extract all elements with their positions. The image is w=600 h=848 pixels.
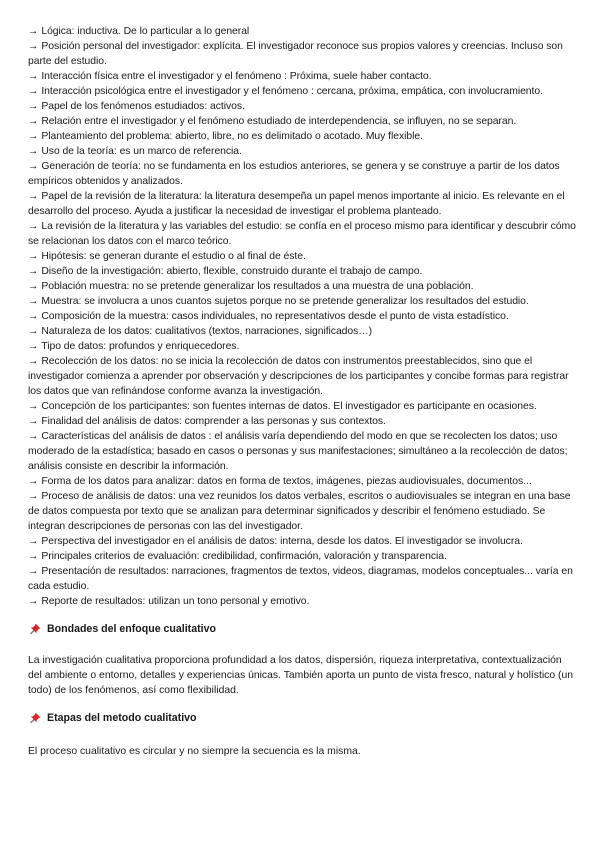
arrow-right-icon: → (28, 551, 39, 562)
list-item (28, 534, 576, 549)
list-item-text: Papel de la revisión de la literatura: la literatura desempeña un papel menos importante al inicio. Es relevante en el desarrollo del proceso. Ayuda a justificar la necesidad de investigar el problema planteado. (28, 191, 565, 217)
list-item (28, 549, 576, 564)
document-page (28, 24, 576, 759)
arrow-right-icon: → (28, 416, 39, 427)
arrow-right-icon: → (28, 341, 39, 352)
list-item-text: Proceso de análisis de datos: una vez reunidos los datos verbales, escritos o audiovisuales se integran en una base de datos compuesta por texto que se analizan para determinar significados y describir el fenómeno estudiado. Se integran descripciones de personas con las del investigador. (28, 491, 571, 532)
list-item (28, 489, 576, 534)
arrow-right-icon: → (28, 86, 39, 97)
list-item-text: Lógica: inductiva. De lo particular a lo general (41, 26, 250, 37)
pushpin-icon (28, 622, 42, 636)
list-item-text: La revisión de la literatura y las variables del estudio: se confía en el proceso mismo para identificar y descubrir cómo se relacionan los datos con el marco teórico. (28, 221, 576, 247)
list-item-text: Generación de teoría: no se fundamenta en los estudios anteriores, se genera y se construye a partir de los datos empíricos obtenidos y analizados. (28, 161, 560, 187)
arrow-right-icon: → (28, 296, 39, 307)
section-title: Bondades del enfoque cualitativo (47, 623, 216, 635)
list-item-text: Planteamiento del problema: abierto, libre, no es delimitado o acotado. Muy flexible. (41, 131, 423, 142)
arrow-right-icon: → (28, 401, 39, 412)
section-paragraph: La investigación cualitativa proporciona profundidad a los datos, dispersión, riqueza interpretativa, contextualización del ambiente o entorno, detalles y experiencias únicas. También aporta un punto de vista fresco, natural y holístico (un todo) de los fenómenos, así como flexibilidad. (28, 655, 574, 696)
list-item (28, 144, 576, 159)
list-item (28, 594, 576, 609)
list-item (28, 114, 576, 129)
list-item (28, 354, 576, 399)
list-item (28, 24, 576, 39)
arrow-right-icon: → (28, 26, 39, 37)
list-item (28, 339, 576, 354)
list-item-text: Principales criterios de evaluación: credibilidad, confirmación, valoración y transparencia. (41, 551, 447, 562)
arrow-right-icon: → (28, 536, 39, 547)
list-item (28, 249, 576, 264)
list-item-text: Uso de la teoría: es un marco de referencia. (41, 146, 242, 157)
list-item-text: Finalidad del análisis de datos: comprender a las personas y sus contextos. (41, 416, 386, 427)
list-item-text: Hipótesis: se generan durante el estudio o al final de éste. (41, 251, 306, 262)
arrow-right-icon: → (28, 101, 39, 112)
arrow-right-icon: → (28, 356, 39, 367)
list-item (28, 564, 576, 594)
arrow-right-icon: → (28, 146, 39, 157)
arrow-right-icon: → (28, 251, 39, 262)
list-item (28, 294, 576, 309)
arrow-right-icon: → (28, 221, 39, 232)
section-heading-etapas (28, 710, 576, 726)
arrow-right-icon: → (28, 566, 39, 577)
list-item (28, 99, 576, 114)
list-item-text: Muestra: se involucra a unos cuantos sujetos porque no se pretende generalizar los resultados del estudio. (41, 296, 529, 307)
list-item-text: Características del análisis de datos : el análisis varía dependiendo del modo en que se recolecten los datos; uso moderado de la estadística; basado en casos o personas y sus manifestaciones; simultáneo a la recolección de datos; análisis consiste en describir la información. (28, 431, 568, 472)
list-item (28, 129, 576, 144)
arrow-right-icon: → (28, 191, 39, 202)
arrow-right-icon: → (28, 116, 39, 127)
list-item (28, 414, 576, 429)
list-item (28, 84, 576, 99)
arrow-right-icon: → (28, 41, 39, 52)
list-item-text: Papel de los fenómenos estudiados: activos. (41, 101, 245, 112)
list-item-text: Tipo de datos: profundos y enriquecedores. (41, 341, 240, 352)
list-item-text: Diseño de la investigación: abierto, flexible, construido durante el trabajo de campo. (41, 266, 423, 277)
list-item (28, 219, 576, 249)
list-item-text: Presentación de resultados: narraciones, fragmentos de textos, videos, diagramas, modelos conceptuales... varía en cada estudio. (28, 566, 573, 592)
list-item-text: Naturaleza de los datos: cualitativos (textos, narraciones, significados…) (41, 326, 373, 337)
arrow-right-icon: → (28, 71, 39, 82)
section-title: Etapas del metodo cualitativo (47, 712, 197, 724)
list-item-text: Interacción psicológica entre el investigador y el fenómeno : cercana, próxima, empática, con involucramiento. (41, 86, 543, 97)
list-item (28, 39, 576, 69)
arrow-right-icon: → (28, 476, 39, 487)
list-item (28, 429, 576, 474)
list-item-text: Relación entre el investigador y el fenómeno estudiado de interdependencia, se influyen, no se separan. (41, 116, 517, 127)
list-item-text: Reporte de resultados: utilizan un tono personal y emotivo. (41, 596, 310, 607)
list-item-text: Concepción de los participantes: son fuentes internas de datos. El investigador es participante en ocasiones. (41, 401, 537, 412)
characteristics-list (28, 24, 576, 609)
arrow-right-icon: → (28, 131, 39, 142)
arrow-right-icon: → (28, 161, 39, 172)
list-item (28, 324, 576, 339)
list-item-text: Población muestra: no se pretende generalizar los resultados a una muestra de una población. (41, 281, 474, 292)
list-item-text: Composición de la muestra: casos individuales, no representativos desde el punto de vista estadístico. (41, 311, 509, 322)
list-item-text: Recolección de los datos: no se inicia la recolección de datos con instrumentos preestablecidos, sino que el investigador comienza a aprender por observación y descripciones de los participantes y concibe formas para registrar los datos que van refinándose conforme avanza la investigación. (28, 356, 569, 397)
arrow-right-icon: → (28, 311, 39, 322)
arrow-right-icon: → (28, 491, 39, 502)
section-paragraph: El proceso cualitativo es circular y no siempre la secuencia es la misma. (28, 746, 361, 757)
arrow-right-icon: → (28, 431, 39, 442)
arrow-right-icon: → (28, 281, 39, 292)
list-item-text: Perspectiva del investigador en el análisis de datos: interna, desde los datos. El investigador se involucra. (41, 536, 523, 547)
section-heading-bondades (28, 621, 576, 637)
list-item (28, 189, 576, 219)
list-item (28, 279, 576, 294)
list-item (28, 69, 576, 84)
pushpin-icon (28, 711, 42, 725)
list-item (28, 309, 576, 324)
list-item (28, 474, 576, 489)
list-item (28, 399, 576, 414)
arrow-right-icon: → (28, 266, 39, 277)
arrow-right-icon: → (28, 596, 39, 607)
list-item (28, 159, 576, 189)
list-item-text: Posición personal del investigador: explícita. El investigador reconoce sus propios valores y creencias. Incluso son parte del estudio. (28, 41, 563, 67)
arrow-right-icon: → (28, 326, 39, 337)
list-item (28, 264, 576, 279)
list-item-text: Interacción física entre el investigador y el fenómeno : Próxima, suele haber contacto. (41, 71, 432, 82)
list-item-text: Forma de los datos para analizar: datos en forma de textos, imágenes, piezas audiovisuales, documentos... (41, 476, 532, 487)
